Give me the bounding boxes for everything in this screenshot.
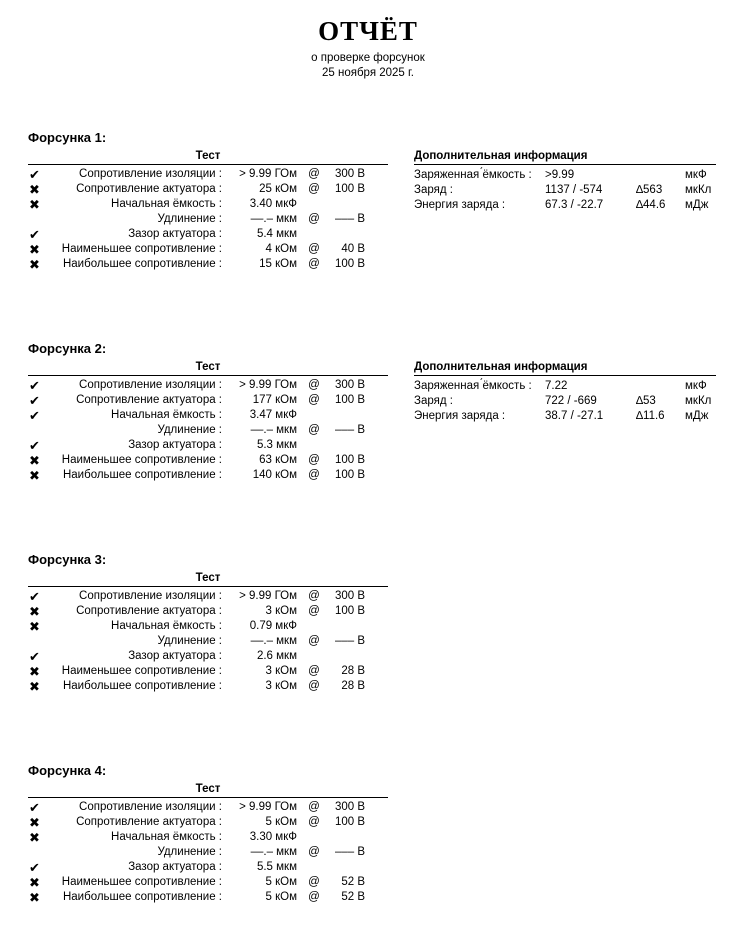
info-unit: мкКл — [685, 395, 712, 407]
test-label: Сопротивление изоляции : — [79, 590, 222, 602]
status-icon: ✔ — [29, 649, 40, 664]
test-row — [28, 589, 388, 604]
test-value: > 9.99 ГОм — [239, 379, 297, 391]
test-label: Наибольшее сопротивление : — [62, 680, 222, 692]
test-row — [28, 664, 388, 679]
status-icon: ✔ — [29, 438, 40, 453]
test-row — [28, 197, 388, 212]
test-voltage: 52 В — [341, 891, 365, 903]
at-sign: @ — [308, 168, 320, 180]
test-value: 3.47 мкФ — [249, 409, 297, 421]
test-value: ––.– мкм — [250, 424, 297, 436]
status-icon: ✔ — [29, 589, 40, 604]
info-unit: мДж — [685, 410, 709, 422]
at-sign: @ — [308, 454, 320, 466]
report-date: 25 ноября 2025 г. — [322, 67, 414, 79]
test-value: 3.40 мкФ — [249, 198, 297, 210]
test-voltage: 100 В — [334, 258, 365, 270]
at-sign: @ — [308, 816, 320, 828]
test-row — [28, 393, 388, 408]
status-icon: ✖ — [29, 830, 40, 845]
test-label: Сопротивление изоляции : — [79, 801, 222, 813]
test-voltage: 28 В — [341, 665, 365, 677]
status-icon: ✔ — [29, 227, 40, 242]
test-row — [28, 845, 388, 860]
test-label: Наименьшее сопротивление : — [61, 665, 222, 677]
info-row — [414, 379, 716, 394]
test-voltage: 40 В — [341, 243, 365, 255]
test-value: 5.4 мкм — [256, 228, 297, 240]
injector-title: Форсунка 4: — [28, 763, 107, 778]
info-unit: мкКл — [685, 184, 712, 196]
info-unit: мкФ — [685, 169, 707, 181]
test-row — [28, 408, 388, 423]
test-voltage: 100 В — [334, 183, 365, 195]
test-label: Удлинение : — [157, 635, 222, 647]
test-row — [28, 227, 388, 242]
info-label: Энергия заряда : — [414, 410, 506, 422]
status-icon: ✔ — [29, 800, 40, 815]
test-row — [28, 800, 388, 815]
test-voltage: ––– В — [334, 635, 365, 647]
info-header: Дополнительная информация — [414, 361, 716, 376]
status-icon: ✖ — [29, 197, 40, 212]
test-row — [28, 378, 388, 393]
test-voltage: 100 В — [334, 454, 365, 466]
test-row — [28, 875, 388, 890]
test-value: 5.5 мкм — [256, 861, 297, 873]
info-delta: ∆53 — [636, 395, 656, 407]
at-sign: @ — [308, 394, 320, 406]
at-sign: @ — [308, 665, 320, 677]
test-label: Начальная ёмкость : — [111, 198, 222, 210]
at-sign: @ — [308, 469, 320, 481]
test-voltage: 300 В — [334, 801, 365, 813]
test-label: Сопротивление актуатора : — [76, 183, 222, 195]
test-value: 3.30 мкФ — [249, 831, 297, 843]
info-value: 38.7 / -27.1 — [545, 410, 604, 422]
at-sign: @ — [308, 635, 320, 647]
info-header: Дополнительная информация — [414, 150, 716, 165]
test-value: 3 кОм — [265, 605, 297, 617]
at-sign: @ — [308, 590, 320, 602]
status-icon: ✖ — [29, 890, 40, 905]
status-icon: ✖ — [29, 679, 40, 694]
test-row — [28, 242, 388, 257]
test-row — [28, 257, 388, 272]
test-value: ––.– мкм — [250, 635, 297, 647]
test-label: Наибольшее сопротивление : — [62, 258, 222, 270]
test-header: Тест — [28, 150, 388, 165]
test-value: > 9.99 ГОм — [239, 590, 297, 602]
info-value: 1137 / -574 — [545, 184, 603, 196]
test-value: 177 кОм — [252, 394, 297, 406]
test-value: > 9.99 ГОм — [239, 168, 297, 180]
test-label: Зазор актуатора : — [128, 861, 222, 873]
test-label: Сопротивление изоляции : — [79, 168, 222, 180]
status-icon: ✔ — [29, 378, 40, 393]
test-table — [28, 167, 388, 272]
test-value: 2.6 мкм — [256, 650, 297, 662]
test-label: Зазор актуатора : — [128, 439, 222, 451]
report-subtitle: о проверке форсунок — [311, 52, 425, 64]
test-header: Тест — [28, 783, 388, 798]
injector-title: Форсунка 3: — [28, 552, 107, 567]
test-row — [28, 167, 388, 182]
test-value: 0.79 мкФ — [249, 620, 297, 632]
test-label: Сопротивление актуатора : — [76, 394, 222, 406]
status-icon: ✔ — [29, 393, 40, 408]
status-icon: ✖ — [29, 619, 40, 634]
at-sign: @ — [308, 213, 320, 225]
additional-info — [414, 150, 716, 213]
test-label: Начальная ёмкость : — [111, 831, 222, 843]
test-voltage: 300 В — [334, 168, 365, 180]
test-voltage: 100 В — [334, 469, 365, 481]
test-voltage: 300 В — [334, 379, 365, 391]
info-label: Заряд : — [414, 395, 453, 407]
test-label: Удлинение : — [157, 424, 222, 436]
at-sign: @ — [308, 605, 320, 617]
test-row — [28, 860, 388, 875]
test-value: ––.– мкм — [250, 846, 297, 858]
status-icon: ✖ — [29, 242, 40, 257]
at-sign: @ — [308, 424, 320, 436]
test-voltage: 28 В — [341, 680, 365, 692]
info-value: 7.22 — [545, 380, 568, 392]
test-row — [28, 604, 388, 619]
test-value: 140 кОм — [252, 469, 297, 481]
info-unit: мкФ — [685, 380, 707, 392]
at-sign: @ — [308, 379, 320, 391]
test-row — [28, 182, 388, 197]
test-voltage: ––– В — [334, 846, 365, 858]
test-value: 25 кОм — [259, 183, 297, 195]
test-value: > 9.99 ГОм — [239, 801, 297, 813]
info-row — [414, 394, 716, 409]
injector-title: Форсунка 2: — [28, 341, 107, 356]
info-unit: мДж — [685, 199, 709, 211]
test-voltage: ––– В — [334, 213, 365, 225]
test-row — [28, 453, 388, 468]
test-value: 5 кОм — [265, 816, 297, 828]
test-voltage: 300 В — [334, 590, 365, 602]
status-icon: ✔ — [29, 860, 40, 875]
test-value: 5 кОм — [265, 891, 297, 903]
test-header: Тест — [28, 361, 388, 376]
test-table — [28, 378, 388, 483]
test-row — [28, 815, 388, 830]
test-table — [28, 589, 388, 694]
test-value: 4 кОм — [265, 243, 297, 255]
test-label: Зазор актуатора : — [128, 228, 222, 240]
test-row — [28, 679, 388, 694]
test-label: Начальная ёмкость : — [111, 620, 222, 632]
test-table — [28, 800, 388, 905]
at-sign: @ — [308, 891, 320, 903]
info-label: Заряженная ́ёмкость : — [414, 169, 532, 181]
test-value: 5 кОм — [265, 876, 297, 888]
test-row — [28, 634, 388, 649]
test-voltage: 100 В — [334, 394, 365, 406]
report-title: ОТЧЁТ — [318, 16, 418, 46]
status-icon: ✖ — [29, 664, 40, 679]
additional-info — [414, 361, 716, 424]
test-label: Зазор актуатора : — [128, 650, 222, 662]
status-icon: ✖ — [29, 257, 40, 272]
info-value: >9.99 — [545, 169, 575, 181]
test-header: Тест — [28, 572, 388, 587]
test-value: 15 кОм — [259, 258, 297, 270]
test-row — [28, 212, 388, 227]
status-icon: ✖ — [29, 453, 40, 468]
test-voltage: ––– В — [334, 424, 365, 436]
status-icon: ✖ — [29, 815, 40, 830]
test-label: Сопротивление актуатора : — [76, 605, 222, 617]
test-row — [28, 649, 388, 664]
info-row — [414, 198, 716, 213]
status-icon: ✖ — [29, 468, 40, 483]
status-icon: ✔ — [29, 408, 40, 423]
at-sign: @ — [308, 680, 320, 692]
test-label: Наибольшее сопротивление : — [62, 891, 222, 903]
info-delta: ∆11.6 — [636, 410, 665, 422]
status-icon: ✔ — [29, 167, 40, 182]
info-label: Энергия заряда : — [414, 199, 506, 211]
at-sign: @ — [308, 846, 320, 858]
test-label: Наименьшее сопротивление : — [61, 454, 222, 466]
info-row — [414, 409, 716, 424]
test-label: Сопротивление актуатора : — [76, 816, 222, 828]
info-delta: ∆563 — [636, 184, 663, 196]
test-value: 3 кОм — [265, 680, 297, 692]
test-row — [28, 468, 388, 483]
at-sign: @ — [308, 183, 320, 195]
test-voltage: 100 В — [334, 816, 365, 828]
injector-title: Форсунка 1: — [28, 130, 107, 145]
test-value: 5.3 мкм — [256, 439, 297, 451]
at-sign: @ — [308, 258, 320, 270]
test-row — [28, 423, 388, 438]
at-sign: @ — [308, 243, 320, 255]
test-value: ––.– мкм — [250, 213, 297, 225]
info-value: 67.3 / -22.7 — [545, 199, 604, 211]
test-label: Сопротивление изоляции : — [79, 379, 222, 391]
test-label: Наименьшее сопротивление : — [61, 876, 222, 888]
test-voltage: 100 В — [334, 605, 365, 617]
info-row — [414, 168, 716, 183]
at-sign: @ — [308, 801, 320, 813]
test-row — [28, 619, 388, 634]
at-sign: @ — [308, 876, 320, 888]
status-icon: ✖ — [29, 604, 40, 619]
test-row — [28, 830, 388, 845]
info-value: 722 / -669 — [545, 395, 597, 407]
test-value: 3 кОм — [265, 665, 297, 677]
test-label: Удлинение : — [157, 213, 222, 225]
info-row — [414, 183, 716, 198]
status-icon: ✖ — [29, 875, 40, 890]
test-row — [28, 438, 388, 453]
info-delta: ∆44.6 — [636, 199, 666, 211]
test-voltage: 52 В — [341, 876, 365, 888]
test-label: Наибольшее сопротивление : — [62, 469, 222, 481]
info-label: Заряд : — [414, 184, 453, 196]
test-row — [28, 890, 388, 905]
test-value: 63 кОм — [259, 454, 297, 466]
test-label: Удлинение : — [157, 846, 222, 858]
test-label: Наименьшее сопротивление : — [61, 243, 222, 255]
test-label: Начальная ёмкость : — [111, 409, 222, 421]
info-label: Заряженная ́ёмкость : — [414, 380, 532, 392]
status-icon: ✖ — [29, 182, 40, 197]
